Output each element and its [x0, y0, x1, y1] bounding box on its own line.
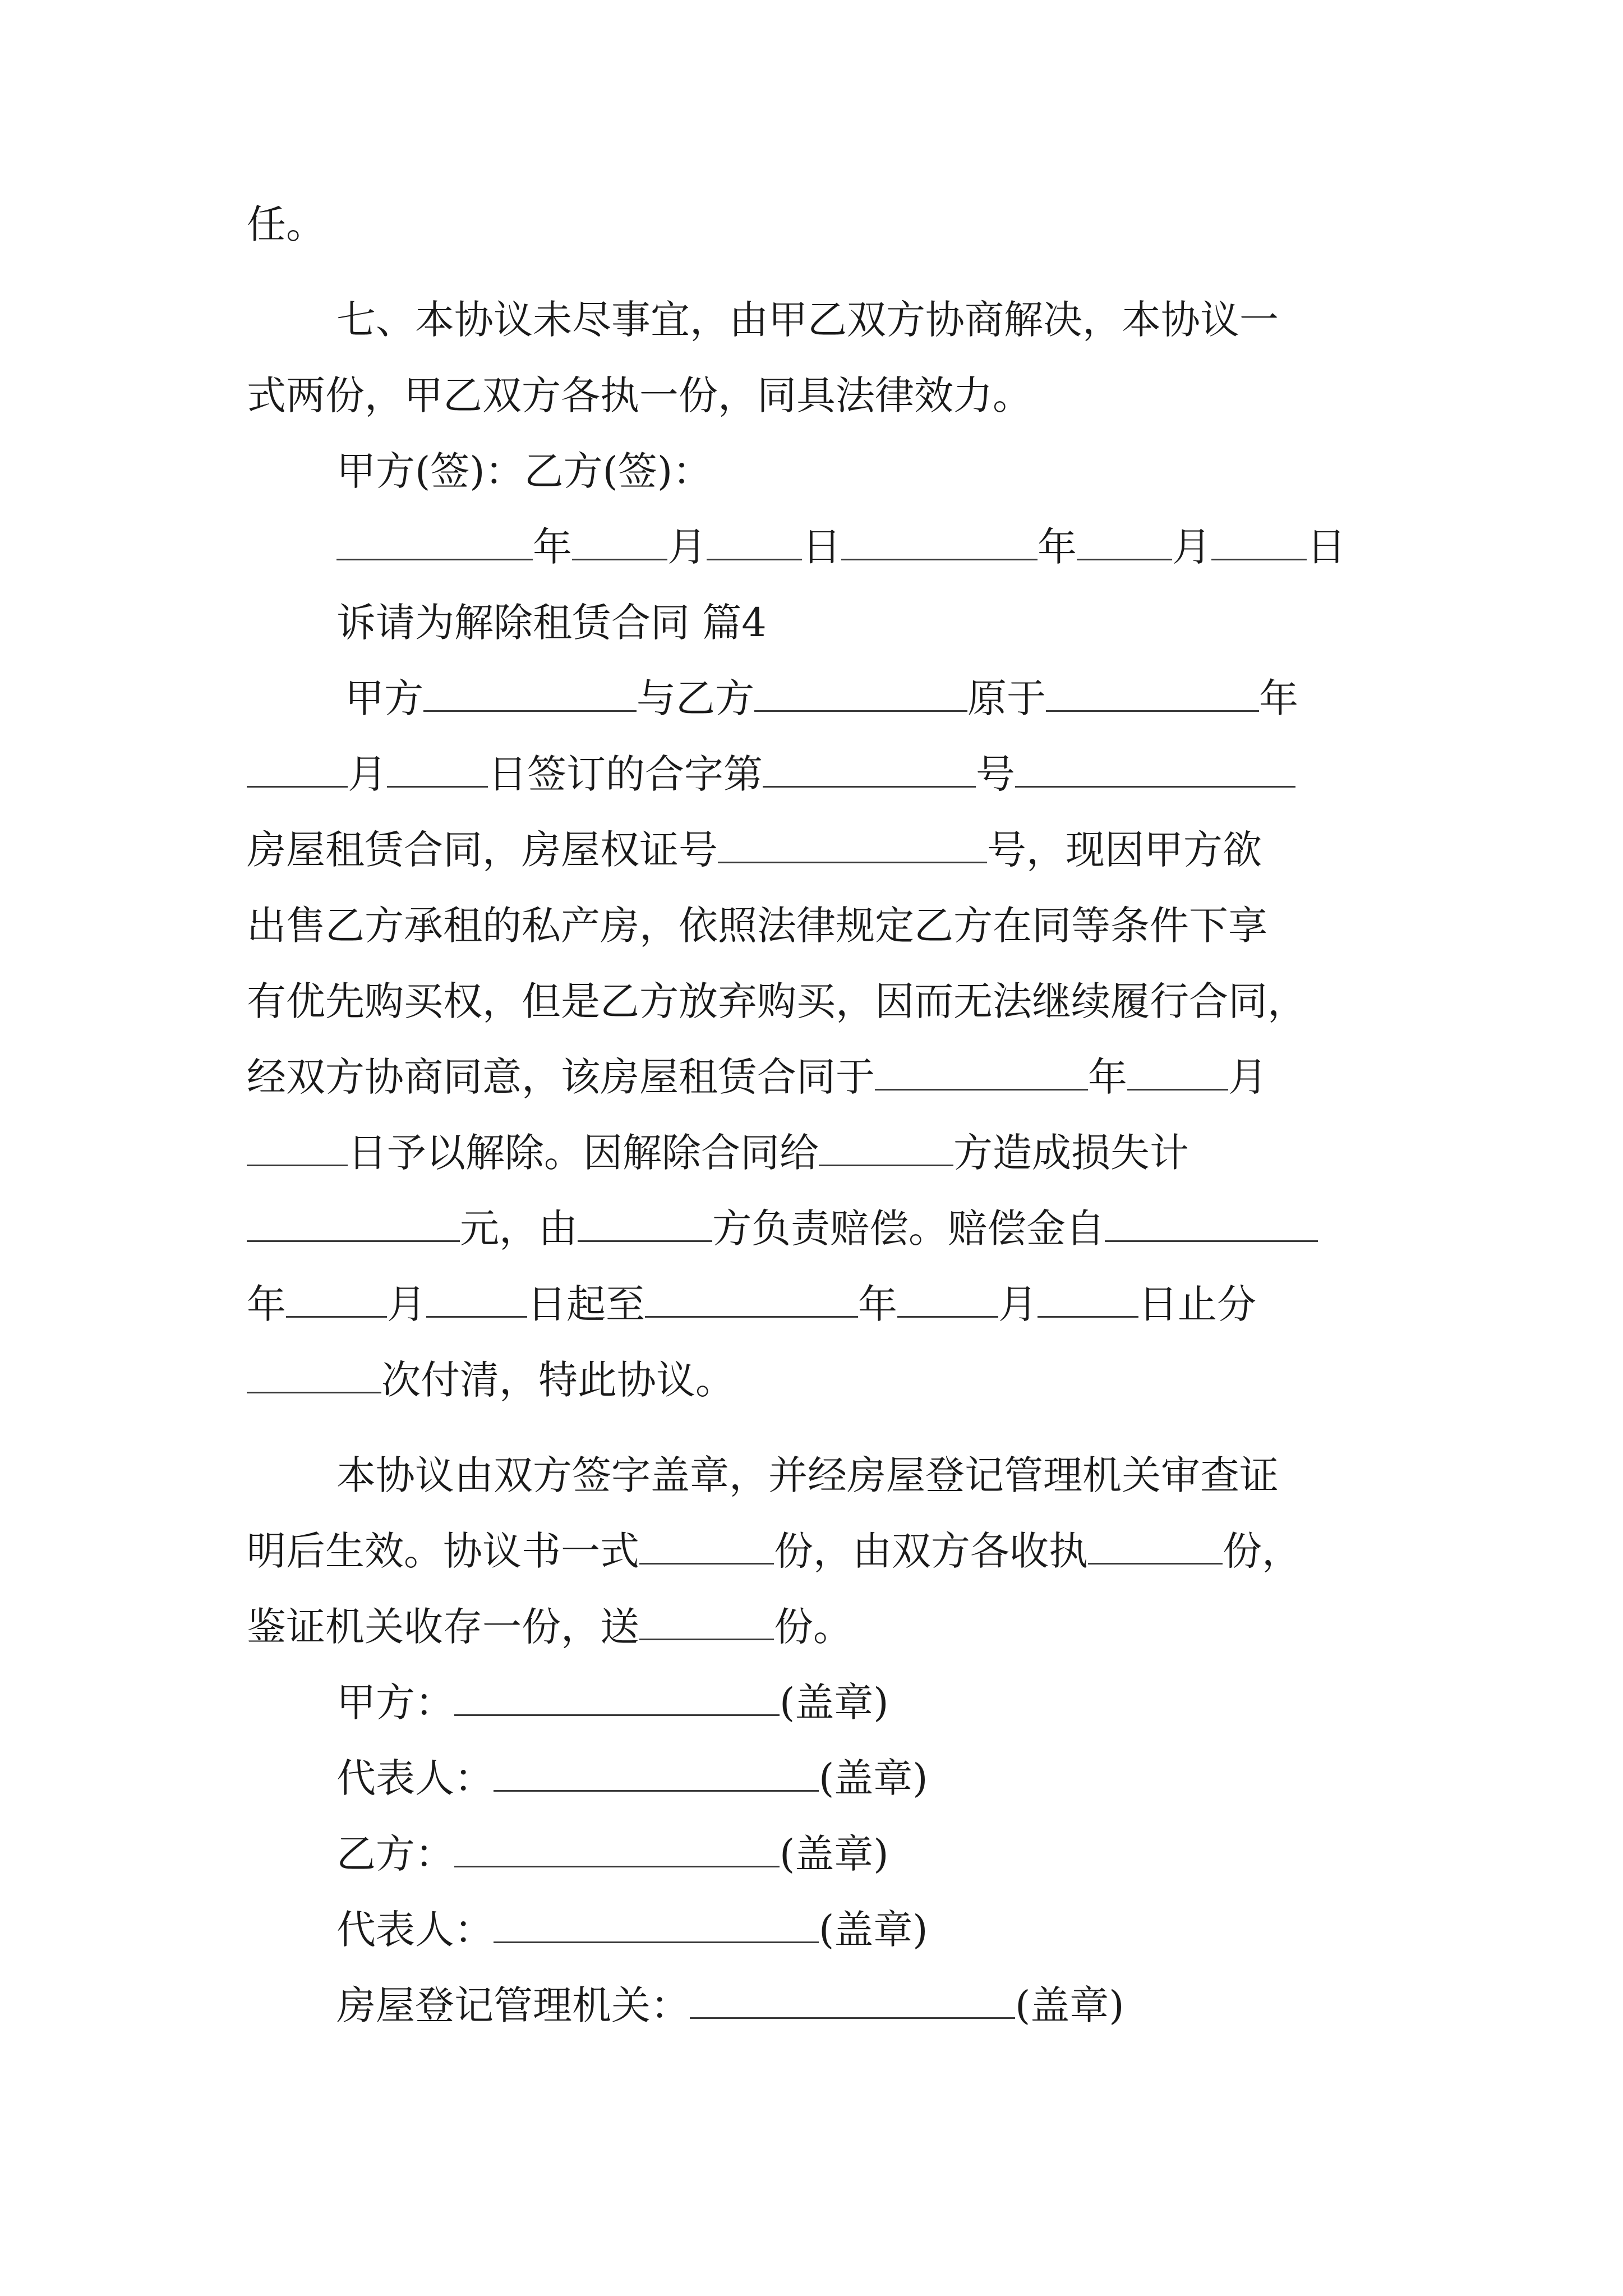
text-segment: 甲方： — [336, 1680, 454, 1726]
fill-in-blank[interactable] — [247, 752, 348, 788]
text-segment: 日止分 — [1138, 1281, 1256, 1327]
text-segment: 出售乙方承租的私产房，依照法律规定乙方在同等条件下享 — [247, 903, 1267, 949]
text-segment: 年 — [1259, 675, 1298, 721]
text-line — [247, 822, 1262, 878]
text-segment: 房屋登记管理机关： — [336, 1982, 690, 2028]
fill-in-blank[interactable] — [572, 525, 667, 560]
text-line — [247, 1125, 1189, 1181]
text-segment: (盖章) — [780, 1831, 889, 1877]
text-segment: 月 — [1228, 1054, 1267, 1100]
fill-in-blank[interactable] — [1046, 677, 1259, 712]
text-segment: 诉请为解除租赁合同 篇4 — [336, 600, 767, 646]
text-segment: (盖章) — [780, 1680, 889, 1726]
fill-in-blank[interactable] — [875, 1055, 1088, 1091]
text-segment: 月 — [998, 1281, 1038, 1327]
fill-in-blank[interactable] — [639, 1529, 774, 1565]
text-segment: 本协议由双方签字盖章，并经房屋登记管理机关审查证 — [336, 1452, 1279, 1498]
text-segment: 月 — [387, 1281, 426, 1327]
text-segment: 原于 — [967, 675, 1046, 721]
fill-in-blank[interactable] — [387, 752, 488, 788]
text-segment: 乙方： — [336, 1831, 454, 1877]
text-line — [336, 1902, 928, 1958]
fill-in-blank[interactable] — [690, 1984, 1015, 2019]
text-line — [247, 1049, 1267, 1105]
fill-in-blank[interactable] — [423, 677, 637, 712]
fill-in-blank[interactable] — [707, 525, 802, 560]
text-line — [247, 367, 1032, 424]
text-line — [247, 1352, 735, 1408]
fill-in-blank[interactable] — [426, 1282, 527, 1318]
fill-in-blank[interactable] — [247, 1131, 348, 1166]
text-segment: 甲方(签)：乙方(签)： — [336, 448, 712, 494]
text-segment: 式两份，甲乙双方各执一份，同具法律效力。 — [247, 372, 1032, 418]
text-segment: 有优先购买权，但是乙方放弃购买，因而无法继续履行合同， — [247, 978, 1307, 1024]
text-line — [336, 595, 767, 651]
text-segment: 甲方 — [345, 675, 423, 721]
text-segment: 代表人： — [336, 1755, 494, 1801]
text-segment: (盖章) — [819, 1907, 928, 1953]
text-line — [336, 443, 712, 499]
text-segment: (盖章) — [1015, 1982, 1124, 2028]
text-segment: 年 — [858, 1281, 897, 1327]
text-line — [247, 196, 325, 252]
fill-in-blank[interactable] — [494, 1756, 819, 1792]
text-segment: 月 — [667, 524, 707, 570]
text-segment: 七、本协议未尽事宜，由甲乙双方协商解决，本协议一 — [336, 297, 1279, 343]
text-segment: 号，现因甲方欲 — [987, 827, 1262, 873]
text-line — [336, 1826, 889, 1882]
fill-in-blank[interactable] — [718, 828, 987, 863]
text-line — [336, 1447, 1279, 1503]
text-segment: 日签订的合字第 — [488, 751, 763, 797]
text-line — [247, 1599, 852, 1655]
text-line — [336, 292, 1279, 348]
fill-in-blank[interactable] — [1015, 752, 1295, 788]
text-segment: 代表人： — [336, 1907, 494, 1953]
text-segment: 年 — [1088, 1054, 1127, 1100]
text-segment: 月 — [348, 751, 387, 797]
text-line — [336, 1674, 889, 1731]
text-line — [336, 519, 1346, 575]
text-line — [247, 1276, 1256, 1332]
fill-in-blank[interactable] — [1088, 1529, 1223, 1565]
text-segment: 年 — [533, 524, 572, 570]
text-line — [336, 1977, 1124, 2033]
text-segment: (盖章) — [819, 1755, 928, 1801]
fill-in-blank[interactable] — [454, 1681, 780, 1716]
text-line — [247, 1200, 1318, 1257]
text-line — [247, 746, 1295, 802]
text-segment: 份，由双方各收执 — [774, 1528, 1088, 1574]
fill-in-blank[interactable] — [645, 1282, 858, 1318]
fill-in-blank[interactable] — [819, 1131, 953, 1166]
text-line — [247, 973, 1307, 1029]
text-segment: 日 — [802, 524, 841, 570]
text-segment: 方造成损失计 — [953, 1130, 1189, 1176]
text-line — [247, 1523, 1301, 1579]
fill-in-blank[interactable] — [494, 1908, 819, 1943]
text-line — [336, 1750, 928, 1806]
fill-in-blank[interactable] — [247, 1207, 460, 1242]
fill-in-blank[interactable] — [1105, 1207, 1318, 1242]
text-segment: 号 — [976, 751, 1015, 797]
text-segment: 月 — [1172, 524, 1211, 570]
text-segment: 日予以解除。因解除合同给 — [348, 1130, 819, 1176]
text-segment: 日起至 — [527, 1281, 645, 1327]
text-line — [247, 898, 1267, 954]
fill-in-blank[interactable] — [578, 1207, 712, 1242]
text-segment: 房屋租赁合同，房屋权证号 — [247, 827, 718, 873]
fill-in-blank[interactable] — [1211, 525, 1307, 560]
fill-in-blank[interactable] — [336, 525, 533, 560]
text-segment: 任。 — [247, 201, 325, 247]
fill-in-blank[interactable] — [841, 525, 1038, 560]
text-line — [345, 670, 1298, 726]
fill-in-blank[interactable] — [639, 1605, 774, 1640]
fill-in-blank[interactable] — [754, 677, 967, 712]
fill-in-blank[interactable] — [897, 1282, 998, 1318]
text-segment: 元，由 — [460, 1205, 578, 1251]
fill-in-blank[interactable] — [286, 1282, 387, 1318]
fill-in-blank[interactable] — [1077, 525, 1172, 560]
text-segment: 份。 — [774, 1604, 852, 1650]
text-segment: 经双方协商同意，该房屋租赁合同于 — [247, 1054, 875, 1100]
text-segment: 明后生效。协议书一式 — [247, 1528, 639, 1574]
fill-in-blank[interactable] — [247, 1358, 381, 1393]
fill-in-blank[interactable] — [1038, 1282, 1138, 1318]
text-segment: 年 — [247, 1281, 286, 1327]
fill-in-blank[interactable] — [763, 752, 976, 788]
text-segment: 日 — [1307, 524, 1346, 570]
fill-in-blank[interactable] — [454, 1832, 780, 1867]
text-segment: 份， — [1223, 1528, 1301, 1574]
text-segment: 与乙方 — [637, 675, 754, 721]
fill-in-blank[interactable] — [1127, 1055, 1228, 1091]
text-segment: 方负责赔偿。赔偿金自 — [712, 1205, 1105, 1251]
text-segment: 次付清，特此协议。 — [381, 1357, 735, 1403]
text-segment: 年 — [1038, 524, 1077, 570]
text-segment: 鉴证机关收存一份，送 — [247, 1604, 639, 1650]
